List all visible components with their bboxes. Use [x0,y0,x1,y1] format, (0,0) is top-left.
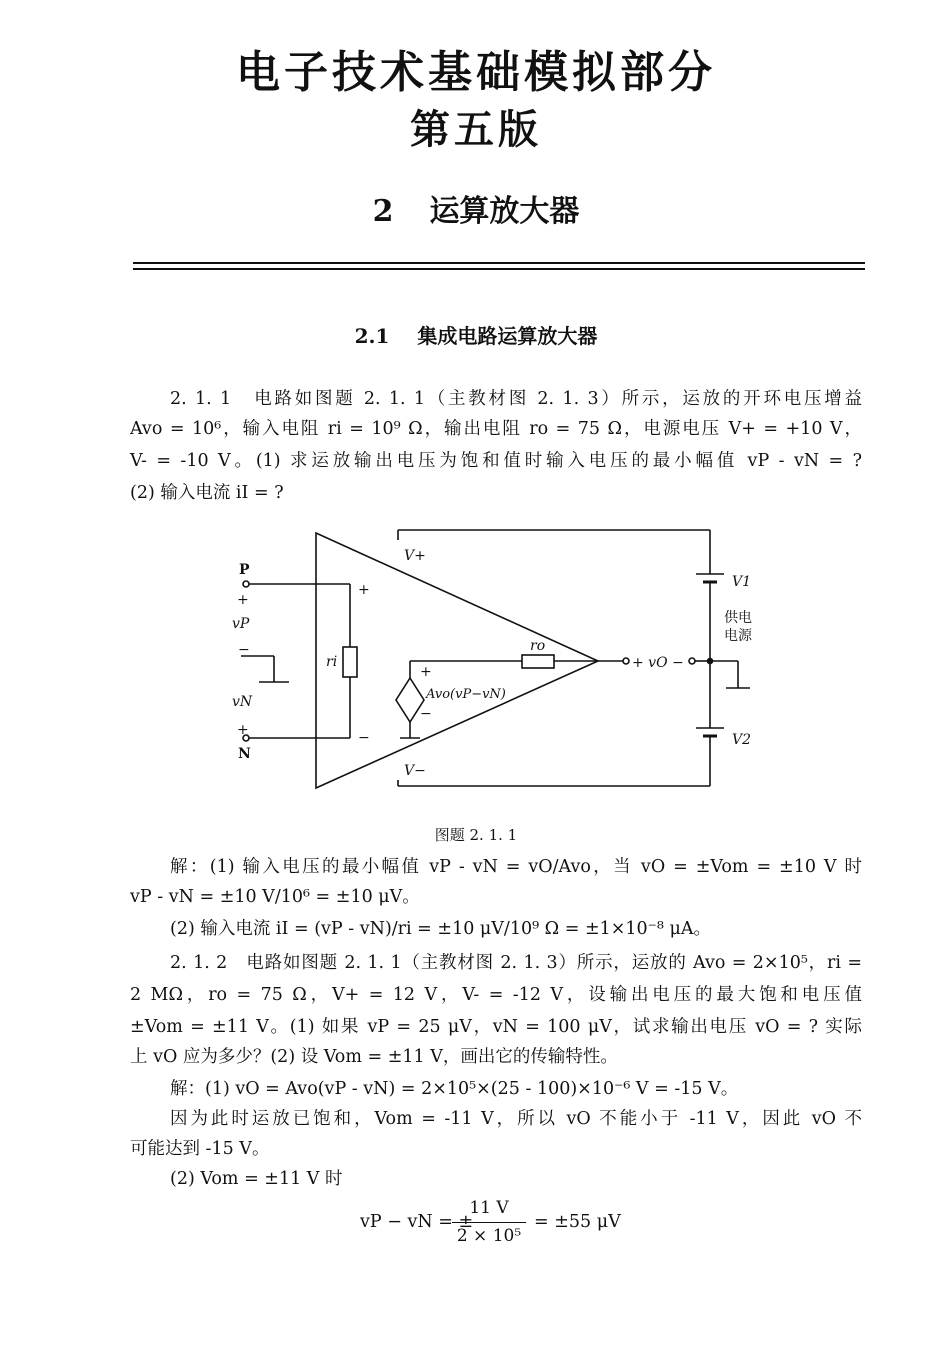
solution-line: ±Vom = ±11 V。(1) 如果 vP = 25 μV，vN = 100 μV，试求输出电压 vO = ? 实际 [130,1017,862,1037]
solution-line: 解：(1) vO = Avo(vP - vN) = 2×10⁵×(25 - 100)×10⁻⁶ V = -15 V。 [170,1079,739,1099]
solution-line: 因为此时运放已饱和，Vom = -11 V，所以 vO 不能小于 -11 V，因此 vO 不 [170,1109,862,1129]
body-line: (2) 输入电流 iI = ? [130,483,284,503]
body-line: Avo = 10⁶，输入电阻 ri = 10⁹ Ω，输出电阻 ro = 75 Ω，电源电压 V+ = +10 V， [130,419,862,439]
label-plus2: + [237,722,249,738]
label-src-minus: − [420,706,432,722]
figure-caption: 图题 2. 1. 1 [434,826,518,844]
solution-line: 上 vO 应为多少？(2) 设 Vom = ±11 V，画出它的传输特性。 [130,1047,618,1067]
formula-block [0,1198,952,1258]
label-vn: vN [232,694,253,710]
label-vo: + vO − [632,655,684,671]
label-n: N [238,746,251,762]
label-src-plus: + [420,664,432,680]
section-title: 集成电路运算放大器 [417,324,598,348]
body-line: V- = -10 V。(1) 求运放输出电压为饱和值时输入电压的最小幅值 vP - vN = ? [130,451,862,471]
label-vminus: V− [404,763,426,779]
solution-line: 解：(1) 输入电压的最小幅值 vP - vN = vO/Avo，当 vO = ±Vom = ±10 V 时 [170,857,862,877]
body-line: 2. 1. 1 电路如图题 2. 1. 1（主教材图 2. 1. 3）所示，运放的开环电压增益 [170,389,862,409]
edition-title: 第五版 [410,107,542,153]
formula-fraction-bar [452,1222,526,1223]
chapter-title: 运算放大器 [429,194,580,229]
formula-lhs: vP − vN = ± [360,1212,474,1232]
label-ri: ri [326,654,338,670]
solution-line: 2 MΩ，ro = 75 Ω，V+ = 12 V，V- = -12 V，设输出电压的最大饱和电压值 [130,985,862,1005]
formula-rhs: = ±55 μV [534,1212,621,1232]
label-in-minus: − [358,730,370,746]
ri-resistor [343,647,357,677]
solution-line: (2) 输入电流 iI = (vP - vN)/ri = ±10 μV/10⁹ Ω = ±1×10⁻⁸ μA。 [170,919,712,939]
label-vplus: V+ [404,548,426,564]
label-plus1: + [237,592,249,608]
label-source: Avo(vP−vN) [426,687,506,702]
label-p: P [239,562,250,578]
ro-resistor [522,655,554,668]
formula-denominator: 2 × 10⁵ [456,1226,522,1246]
label-supply1: 供电 [724,610,752,626]
label-v2: V2 [732,732,752,748]
label-supply2: 电源 [724,628,752,644]
label-minus1: − [238,642,250,658]
book-title: 电子技术基础模拟部分 [236,47,716,98]
solution-line: (2) Vom = ±11 V 时 [170,1169,343,1189]
solution-line: vP - vN = ±10 V/10⁶ = ±10 μV。 [130,887,420,907]
label-vp: vP [232,616,250,632]
chapter-number: 2 [372,194,394,229]
formula-numerator: 11 V [469,1198,509,1218]
solution-line: 2. 1. 2 电路如图题 2. 1. 1（主教材图 2. 1. 3）所示，运放的 Avo = 2×10⁵，ri = [170,953,862,973]
label-in-plus: + [358,582,370,598]
label-ro: ro [530,638,546,654]
solution-line: 可能达到 -15 V。 [130,1139,270,1159]
section-number: 2.1 [354,324,390,348]
label-v1: V1 [732,574,752,590]
